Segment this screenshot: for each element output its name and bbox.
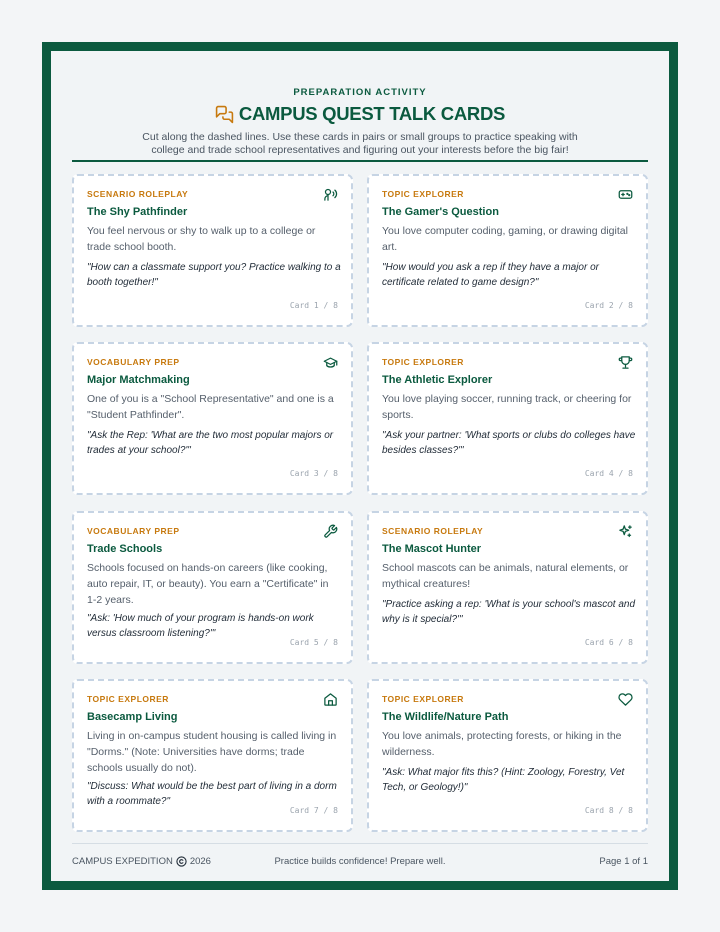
card-tag: TOPIC EXPLORER <box>382 694 464 704</box>
card-title: The Mascot Hunter <box>382 543 482 555</box>
card-prompt: "How would you ask a rep if they have a major or certificate related to game design?" <box>382 262 599 288</box>
gamepad-icon <box>618 187 633 202</box>
card-title: The Wildlife/Nature Path <box>382 711 509 723</box>
card-tag: TOPIC EXPLORER <box>382 357 464 367</box>
card-tag: VOCABULARY PREP <box>87 357 180 367</box>
card-title: Basecamp Living <box>87 711 178 723</box>
intro-text: Cut along the dashed lines. Use these cards in pairs or small groups to practice speaking with college and trade school representatives and figuring out your interests before the big fair! <box>142 131 578 156</box>
card-title: The Gamer's Question <box>382 206 499 218</box>
card-prompt: "Practice asking a rep: 'What is your school's mascot and why is it special?'" <box>382 599 636 625</box>
talk-card-6 <box>367 511 648 664</box>
card-body: You love animals, protecting forests, or hiking in the wilderness. <box>382 730 622 758</box>
card-tag: TOPIC EXPLORER <box>87 694 169 704</box>
talk-card-5 <box>72 511 353 664</box>
card-body: You feel nervous or shy to walk up to a college or trade school booth. <box>87 225 316 253</box>
card-prompt: "Ask your partner: 'What sports or clubs do colleges have besides classes?'" <box>382 430 636 456</box>
card-title: Major Matchmaking <box>87 374 190 386</box>
talk-card-2 <box>367 174 648 327</box>
card-number: Card 1 / 8 <box>289 301 338 310</box>
card-tag: SCENARIO ROLEPLAY <box>382 526 484 536</box>
card-body: School mascots can be animals, natural elements, or mythical creatures! <box>382 562 629 590</box>
title-row <box>51 103 669 125</box>
card-tag: VOCABULARY PREP <box>87 526 180 536</box>
card-prompt: "Ask: 'How much of your program is hands-on work versus classroom listening?'" <box>87 613 314 639</box>
page-number: Page 1 of 1 <box>599 856 648 867</box>
header-divider <box>72 160 648 162</box>
card-title: Trade Schools <box>87 543 163 555</box>
header <box>51 87 669 156</box>
card-number: Card 6 / 8 <box>584 638 633 647</box>
talk-card-1 <box>72 174 353 327</box>
card-body: Living in on-campus student housing is called living in "Dorms." (Note: Universities have dorms; trade schools usually do not). <box>87 730 337 774</box>
card-body: You love playing soccer, running track, or cheering for sports. <box>382 393 632 421</box>
home-icon <box>323 692 338 707</box>
card-prompt: "Ask the Rep: 'What are the two most popular majors or trades at your school?'" <box>87 430 334 456</box>
copyright-icon <box>176 856 187 867</box>
card-number: Card 4 / 8 <box>584 469 633 478</box>
trophy-icon <box>618 355 633 370</box>
card-number: Card 2 / 8 <box>584 301 633 310</box>
card-number: Card 7 / 8 <box>289 806 338 815</box>
eyebrow-label: PREPARATION ACTIVITY <box>293 87 427 98</box>
card-prompt: "Ask: What major fits this? (Hint: Zoology, Forestry, Vet Tech, or Geology!)" <box>382 767 625 793</box>
wrench-icon <box>323 524 338 539</box>
card-title: The Athletic Explorer <box>382 374 493 386</box>
sparkles-icon <box>618 524 633 539</box>
footer-brand-text: CAMPUS EXPEDITION <box>72 856 173 867</box>
footer <box>72 856 648 870</box>
talk-card-4 <box>367 342 648 495</box>
card-number: Card 3 / 8 <box>289 469 338 478</box>
card-number: Card 5 / 8 <box>289 638 338 647</box>
chat-bubbles-icon <box>215 105 234 124</box>
talk-card-8 <box>367 679 648 832</box>
footer-brand <box>72 856 211 867</box>
footer-year: 2026 <box>189 856 211 867</box>
heart-icon <box>618 692 633 707</box>
card-tag: TOPIC EXPLORER <box>382 189 464 199</box>
talk-card-3 <box>72 342 353 495</box>
footer-divider <box>72 843 648 844</box>
card-prompt: "Discuss: What would be the best part of living in a dorm with a roommate?" <box>87 781 337 807</box>
card-body: One of you is a "School Representative" and one is a "Student Pathfinder". <box>87 393 334 421</box>
card-tag: SCENARIO ROLEPLAY <box>87 189 189 199</box>
card-body: You love computer coding, gaming, or drawing digital art. <box>382 225 628 253</box>
graduation-cap-icon <box>323 355 338 370</box>
card-prompt: "How can a classmate support you? Practice walking to a booth together!" <box>87 262 341 288</box>
talk-card-7 <box>72 679 353 832</box>
card-number: Card 8 / 8 <box>584 806 633 815</box>
card-body: Schools focused on hands-on careers (like cooking, auto repair, IT, or beauty). You earn a "Certificate" in 1-2 years. <box>87 562 329 606</box>
footer-tagline: Practice builds confidence! Prepare well. <box>274 856 446 867</box>
page-sheet <box>51 51 669 881</box>
page-title: CAMPUS QUEST TALK CARDS <box>238 103 506 124</box>
speaking-person-icon <box>323 187 338 202</box>
card-title: The Shy Pathfinder <box>87 206 188 218</box>
page-frame <box>42 42 678 890</box>
